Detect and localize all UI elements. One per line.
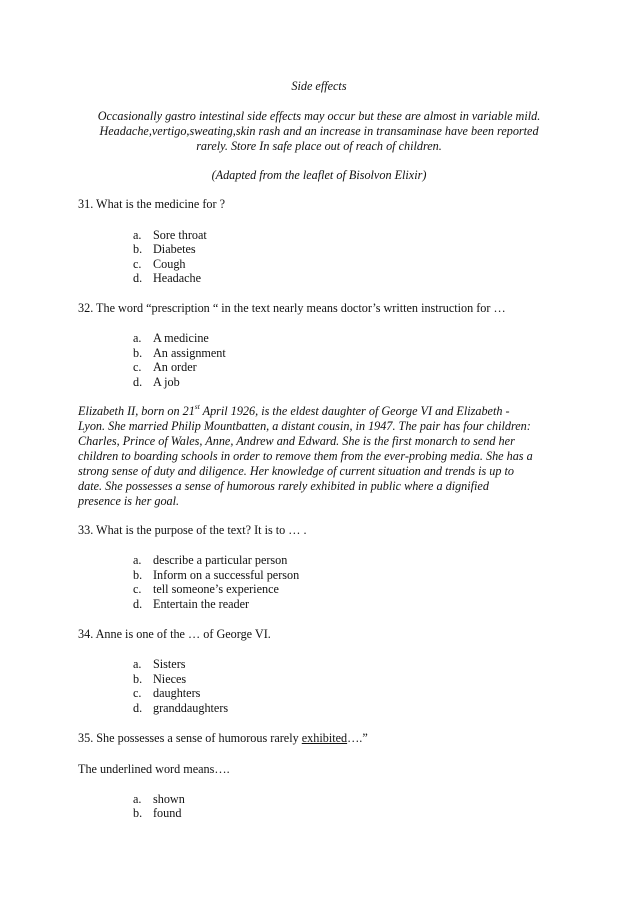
passage2-line-3: Charles, Prince of Wales, Anne, Andrew and Edward. She is the first monarch to send her xyxy=(78,434,515,448)
q34-option-a: Sisters xyxy=(153,657,186,671)
q33-option-b: Inform on a successful person xyxy=(153,568,300,582)
q33-option-d: Entertain the reader xyxy=(153,597,250,611)
q35-option-a: shown xyxy=(153,792,185,806)
passage2-line-5: strong sense of duty and diligence. Her knowledge of current situation and trends is up to xyxy=(78,464,514,478)
passage2-line-4: children to boarding schools in order to remove them from the ever-probing media. She has a xyxy=(78,449,533,463)
q34-option-b-letter: b. xyxy=(133,672,143,686)
q32-option-b: An assignment xyxy=(153,346,226,360)
question-35-pre: 35. She possesses a sense of humorous rarely xyxy=(78,731,302,745)
q31-option-c: Cough xyxy=(153,257,186,271)
passage1-source: (Adapted from the leaflet of Bisolvon Elixir) xyxy=(211,168,427,182)
q32-option-b-letter: b. xyxy=(133,346,143,360)
passage1-line-2: Headache,vertigo,sweating,skin rash and an increase in transaminase have been reported xyxy=(99,124,539,138)
passage2-line-1-post: April 1926, is the eldest daughter of George VI and Elizabeth - xyxy=(199,404,510,418)
passage2-line-1 xyxy=(78,404,510,419)
q32-option-a: A medicine xyxy=(153,331,209,345)
passage1-title: Side effects xyxy=(291,79,347,93)
question-33: 33. What is the purpose of the text? It is to … . xyxy=(78,523,307,537)
question-32: 32. The word “prescription “ in the text nearly means doctor’s written instruction for … xyxy=(78,301,506,315)
q34-option-b: Nieces xyxy=(153,672,187,686)
q31-option-b: Diabetes xyxy=(153,242,196,256)
q32-option-d-letter: d. xyxy=(133,375,143,389)
q35-option-b: found xyxy=(153,806,182,820)
q35-option-a-letter: a. xyxy=(133,792,142,806)
q34-option-a-letter: a. xyxy=(133,657,142,671)
question-34: 34. Anne is one of the … of George VI. xyxy=(78,627,271,641)
q34-option-c: daughters xyxy=(153,686,201,700)
ordinal-suffix: st xyxy=(194,402,200,411)
passage1-line-3: rarely. Store In safe place out of reach of children. xyxy=(196,139,442,153)
q33-option-b-letter: b. xyxy=(133,568,143,582)
q33-option-d-letter: d. xyxy=(133,597,143,611)
passage2-line-6: date. She possesses a sense of humorous rarely exhibited in public where a dignified xyxy=(78,479,489,493)
question-35-post: ….” xyxy=(347,731,368,745)
passage1-line-1: Occasionally gastro intestinal side effects may occur but these are almost in variable mild. xyxy=(97,109,541,123)
question-31: 31. What is the medicine for ? xyxy=(78,197,225,211)
passage2-line-7: presence is her goal. xyxy=(78,494,180,508)
passage2-line-2: Lyon. She married Philip Mountbatten, a distant cousin, in 1947. The pair has four children: xyxy=(78,419,531,433)
q32-option-a-letter: a. xyxy=(133,331,142,345)
underlined-word: exhibited xyxy=(301,731,348,745)
q35-option-b-letter: b. xyxy=(133,806,143,820)
q32-option-c-letter: c. xyxy=(133,360,142,374)
q33-option-c-letter: c. xyxy=(133,582,142,596)
q31-option-d-letter: d. xyxy=(133,271,143,285)
q34-option-c-letter: c. xyxy=(133,686,142,700)
q33-option-a-letter: a. xyxy=(133,553,142,567)
q31-option-b-letter: b. xyxy=(133,242,143,256)
q32-option-c: An order xyxy=(153,360,197,374)
question-35 xyxy=(78,731,368,746)
q32-option-d: A job xyxy=(153,375,180,389)
passage2-line-1-pre: Elizabeth II, born on 21 xyxy=(78,404,195,418)
q34-option-d: granddaughters xyxy=(153,701,229,715)
q31-option-d: Headache xyxy=(153,271,202,285)
question-35-subquestion: The underlined word means…. xyxy=(78,762,230,776)
q31-option-c-letter: c. xyxy=(133,257,142,271)
q34-option-d-letter: d. xyxy=(133,701,143,715)
q33-option-c: tell someone’s experience xyxy=(153,582,279,596)
q33-option-a: describe a particular person xyxy=(153,553,288,567)
q31-option-a-letter: a. xyxy=(133,228,142,242)
q31-option-a: Sore throat xyxy=(153,228,207,242)
